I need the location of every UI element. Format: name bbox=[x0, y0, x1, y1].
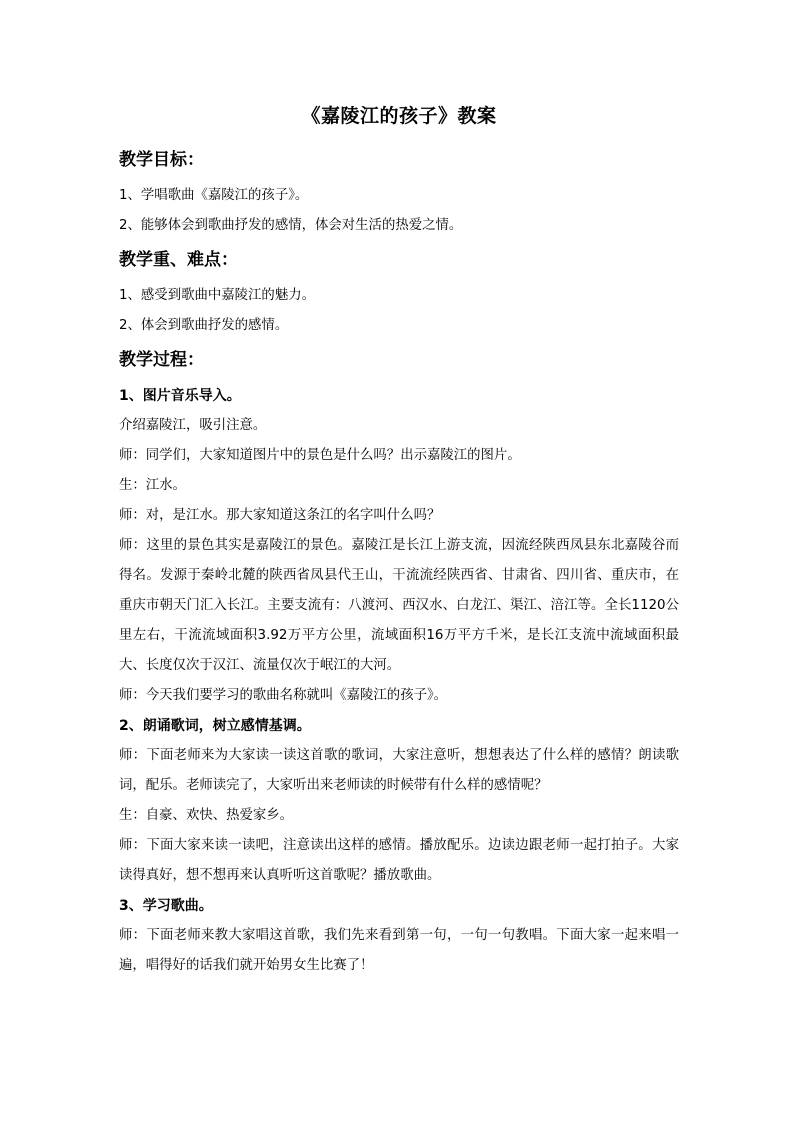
step1-heading: 1、图片音乐导入。 bbox=[119, 388, 241, 404]
document-title: 《嘉陵江的孩子》教案 bbox=[301, 105, 497, 127]
step1-para-2: 师：同学们，大家知道图片中的景色是什么吗？出示嘉陵江的图片。 bbox=[119, 448, 521, 463]
step2-para-2: 生：自豪、欢快、热爱家乡。 bbox=[119, 808, 294, 823]
step1-para-3: 生：江水。 bbox=[119, 478, 186, 493]
step1-para-5: 师：这里的景色其实是嘉陵江的景色。嘉陵江是长江上游支流，因流经陕西凤县东北嘉陵谷而得名。发源于秦岭北麓的陕西省凤县代王山，干流流经陕西省、甘肃省、四川省、重庆市，在重庆市朝天门汇入长江。主要支流有：八渡河、西汉水、白龙江、渠江、涪江等。全长1120公里左右，干流流域面积3.92万平方公里，流域面积16万平方千米，是长江支流中流域面积最大、长度仅次于汉江、流量仅次于岷江的大河。 bbox=[119, 538, 679, 673]
step2-para-1: 师：下面老师来为大家读一读这首歌的歌词，大家注意听，想想表达了什么样的感情？朗读歌词，配乐。老师读完了，大家听出来老师读的时候带有什么样的感情呢？ bbox=[119, 748, 679, 793]
step1-para-6: 师：今天我们要学习的歌曲名称就叫《嘉陵江的孩子》。 bbox=[119, 688, 448, 703]
goal-item-1: 1、学唱歌曲《嘉陵江的孩子》。 bbox=[119, 188, 309, 203]
step2-heading: 2、朗诵歌词，树立感情基调。 bbox=[119, 718, 311, 734]
goal-item-2: 2、能够体会到歌曲抒发的感情，体会对生活的热爱之情。 bbox=[119, 218, 463, 233]
heading-process: 教学过程： bbox=[119, 350, 204, 370]
step1-para-4: 师：对，是江水。那大家知道这条江的名字叫什么吗？ bbox=[119, 508, 441, 523]
heading-goals: 教学目标： bbox=[119, 150, 204, 170]
step3-heading: 3、学习歌曲。 bbox=[119, 898, 213, 914]
focus-item-2: 2、体会到歌曲抒发的感情。 bbox=[119, 318, 289, 333]
step1-para-1: 介绍嘉陵江，吸引注意。 bbox=[119, 418, 267, 433]
document-body bbox=[119, 101, 679, 981]
focus-item-1: 1、感受到歌曲中嘉陵江的魅力。 bbox=[119, 288, 315, 303]
step2-para-3: 师：下面大家来读一读吧，注意读出这样的感情。播放配乐。边读边跟老师一起打拍子。大家读得真好，想不想再来认真听听这首歌呢？播放歌曲。 bbox=[119, 838, 679, 883]
heading-focus: 教学重、难点： bbox=[119, 250, 238, 270]
step3-para-1: 师：下面老师来教大家唱这首歌，我们先来看到第一句，一句一句教唱。下面大家一起来唱一遍，唱得好的话我们就开始男女生比赛了！ bbox=[119, 928, 679, 973]
